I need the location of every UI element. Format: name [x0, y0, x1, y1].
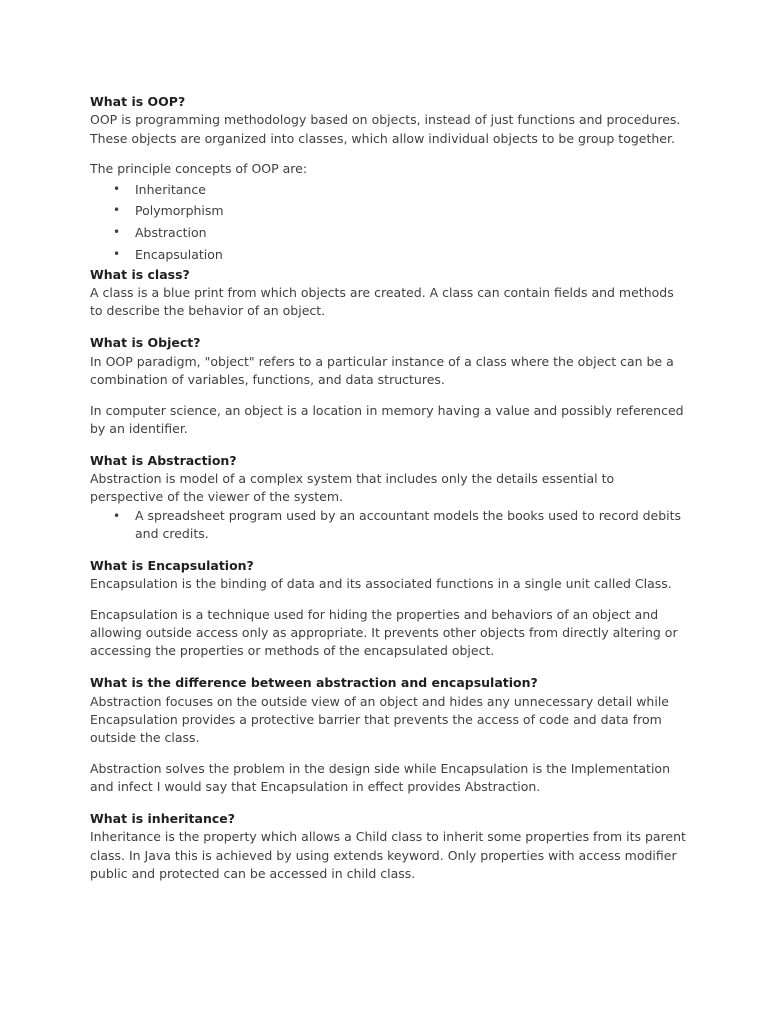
bullet-icon: •: [113, 508, 121, 523]
heading-abstraction: What is Abstraction?: [90, 452, 237, 468]
section-encapsulation: [90, 557, 690, 661]
section-object: [90, 334, 690, 438]
heading-encapsulation: What is Encapsulation?: [90, 557, 254, 573]
bullet-icon: •: [113, 203, 121, 218]
list-item-text: Inheritance: [135, 181, 206, 197]
list-item-text: Abstraction: [135, 225, 207, 241]
paragraph-oop-definition: OOP is programming methodology based on objects, instead of just functions and procedures. These objects are organized into classes, which allow individual objects to be group together.: [90, 112, 681, 146]
list-item-text: Encapsulation: [135, 247, 223, 263]
heading-oop: What is OOP?: [90, 94, 186, 109]
list-item-text: A spreadsheet program used by an accountant models the books used to record debits and credits.: [135, 507, 682, 541]
paragraph-class-definition: A class is a blue print from which objects are created. A class can contain fields and methods to describe the behavior of an object.: [90, 285, 674, 319]
bullet-icon: •: [113, 181, 121, 196]
paragraph-difference-focus: Abstraction focuses on the outside view of an object and hides any unnecessary detail while Encapsulation provides a protective barrier that prevents the access of code and data from outside the class.: [90, 693, 669, 746]
paragraph-inheritance-definition: Inheritance is the property which allows a Child class to inherit some properties from its parent class. In Java this is achieved by using extends keyword. Only properties with access modifier public and protected can be accessed in child class.: [90, 829, 686, 881]
section-oop: [90, 93, 690, 266]
heading-inheritance: What is inheritance?: [90, 811, 235, 826]
document-page: [90, 93, 690, 883]
paragraph-object-definition: In OOP paradigm, "object" refers to a particular instance of a class where the object can be a combination of variables, functions, and data structures.: [90, 353, 674, 387]
paragraph-object-memory: In computer science, an object is a location in memory having a value and possibly referenced by an identifier.: [90, 402, 684, 436]
heading-object: What is Object?: [90, 335, 201, 351]
paragraph-oop-concepts-intro: The principle concepts of OOP are:: [90, 161, 308, 177]
bullet-icon: •: [113, 247, 121, 262]
paragraph-abstraction-definition: Abstraction is model of a complex system that includes only the details essential to perspective of the viewer of the system.: [90, 471, 615, 505]
paragraph-difference-design: Abstraction solves the problem in the design side while Encapsulation is the Implementation and infect I would say that Encapsulation in effect provides Abstraction.: [90, 760, 670, 795]
list-item: [90, 222, 690, 244]
list-item: [90, 200, 690, 222]
list-item: [90, 244, 690, 266]
section-class: [90, 266, 690, 321]
bullet-icon: •: [113, 225, 121, 240]
oop-concepts-list: [90, 179, 690, 266]
list-item: [90, 179, 690, 201]
list-item: [90, 507, 690, 544]
paragraph-encapsulation-hiding: Encapsulation is a technique used for hiding the properties and behaviors of an object and allowing outside access only as appropriate. It prevents other objects from directly altering or accessing the properties or methods of the encapsulated object.: [90, 606, 678, 659]
section-difference: [90, 674, 690, 796]
section-abstraction: [90, 452, 690, 543]
heading-class: What is class?: [90, 266, 190, 282]
paragraph-encapsulation-definition: Encapsulation is the binding of data and its associated functions in a single unit called Class.: [90, 576, 672, 592]
abstraction-example-list: [90, 507, 690, 544]
heading-difference: What is the difference between abstraction and encapsulation?: [90, 675, 538, 691]
list-item-text: Polymorphism: [135, 203, 224, 219]
section-inheritance: [90, 810, 690, 883]
